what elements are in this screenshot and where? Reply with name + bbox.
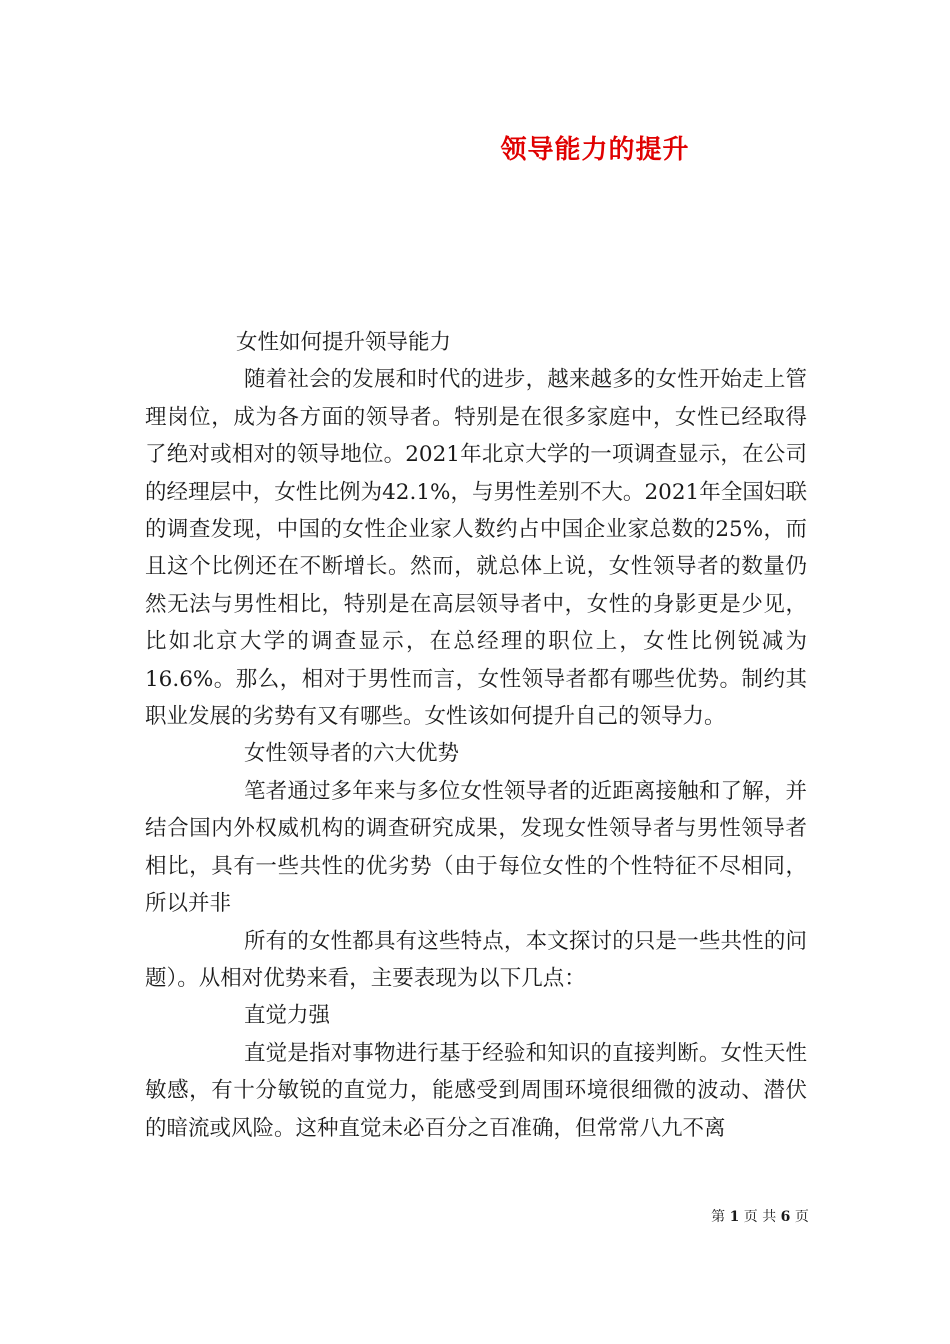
total-page-count: 6 [780, 1209, 791, 1225]
sub-heading: 直觉力强 [244, 1003, 331, 1029]
document-title: 领导能力的提升 [500, 135, 690, 165]
footer-prefix: 第 [711, 1209, 726, 1225]
body-paragraph: 随着社会的发展和时代的进步，越来越多的女性开始走上管理岗位，成为各方面的领导者。特别是在很多家庭中，女性已经取得了绝对或相对的领导地位。2021年北京大学的一项调查显示，在公司的经理层中，女性比例为42.1%，与男性差别不大。2021年全国妇联的调查发现，中国的女性企业家人数约占中国企业家总数的25%，而且这个比例还在不断增长。然而，就总体上说，女性领导者的数量仍然无法与男性相比，特别是在高层领导者中，女性的身影更是少见，比如北京大学的调查显示，在总经理的职位上，女性比例锐减为16.6%。那么，相对于男性而言，女性领导者都有哪些优势。制约其职业发展的劣势有又有哪些。女性该如何提升自己的领导力。 [145, 367, 807, 730]
subtitle-heading: 女性如何提升领导能力 [236, 330, 452, 355]
document-body [145, 324, 807, 1147]
current-page-number: 1 [729, 1209, 740, 1225]
footer-suffix: 页 [794, 1209, 809, 1225]
section-heading: 女性领导者的六大优势 [244, 741, 460, 767]
footer-middle: 页 共 [743, 1209, 777, 1225]
body-paragraph: 笔者通过多年来与多位女性领导者的近距离接触和了解，并结合国内外权威机构的调查研究成果，发现女性领导者与男性领导者相比，具有一些共性的优劣势（由于每位女性的个性特征不尽相同，所以并非 [145, 778, 807, 917]
page-footer [0, 1206, 950, 1226]
body-paragraph: 所有的女性都具有这些特点，本文探讨的只是一些共性的问题）。从相对优势来看，主要表现为以下几点： [145, 928, 807, 991]
body-paragraph: 直觉是指对事物进行基于经验和知识的直接判断。女性天性敏感，有十分敏锐的直觉力，能感受到周围环境很细微的波动、潜伏的暗流或风险。这种直觉未必百分之百准确，但常常八九不离 [145, 1040, 807, 1141]
